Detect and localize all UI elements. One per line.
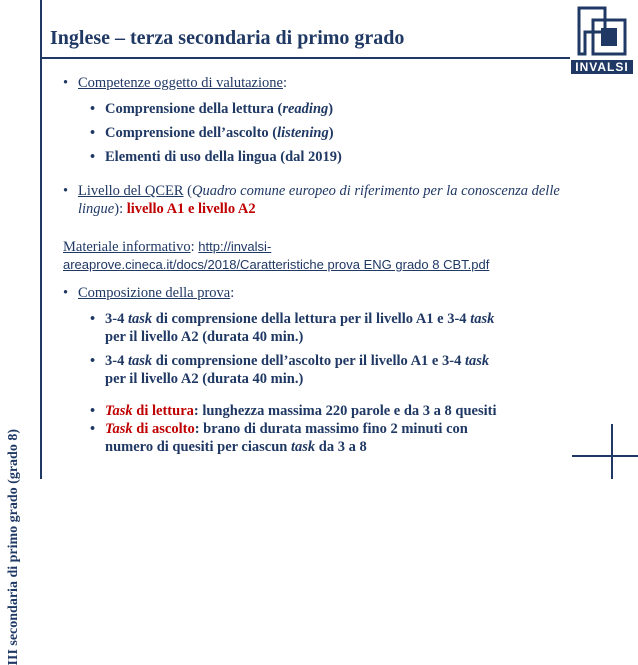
list-item: • Task di lettura: lunghezza massima 220 parole e da 3 a 8 quesiti <box>90 402 600 420</box>
materiale-link-part2[interactable]: areaprove.cineca.it/docs/2018/Caratteristiche prova ENG grado 8 CBT.pdf <box>63 257 490 272</box>
list-item: • 3-4 task di comprensione della lettura per il livello A1 e 3-4 task per il livello A2 (durata 40 min.) <box>90 310 600 346</box>
list-item: • 3-4 task di comprensione dell’ascolto per il livello A1 e 3-4 task per il livello A2 (durata 40 min.) <box>90 352 600 388</box>
list-item: • Comprensione della lettura (reading) <box>90 100 342 118</box>
vertical-section-title: III secondaria di primo grado (grado 8) <box>6 429 21 665</box>
qcer-label: Livello del QCER <box>78 183 184 199</box>
competenze-section: • Competenze oggetto di valutazione: <box>63 74 287 92</box>
logo-text: INVALSI <box>571 60 633 74</box>
list-item: • Comprensione dell’ascolto (listening) <box>90 124 342 142</box>
materiale-label: Materiale informativo <box>63 239 191 255</box>
competenze-list <box>90 100 342 166</box>
left-vertical-rule <box>40 0 42 479</box>
composizione-list <box>90 310 600 388</box>
qcer-levels: livello A1 e livello A2 <box>126 201 256 217</box>
title-underline-rule <box>42 57 570 59</box>
competenze-label: Competenze oggetto di valutazione <box>78 75 283 91</box>
materiale-section: Materiale informativo: http://invalsi- areaprove.cineca.it/docs/2018/Caratteristiche prova ENG grado 8 CBT.pdf <box>63 239 490 272</box>
composizione-section: • Composizione della prova: <box>63 284 234 302</box>
notes-list <box>90 402 600 456</box>
list-item: • Task di ascolto: brano di durata massimo fino 2 minuti con numero di quesiti per ciascun task da 3 a 8 <box>90 420 600 456</box>
composizione-label: Composizione della prova <box>78 285 231 301</box>
qcer-description: Quadro comune europeo di riferimento per la conoscenza delle lingue <box>78 183 560 217</box>
logo-graphic-icon <box>571 2 633 60</box>
materiale-link-part1[interactable]: http://invalsi- <box>198 239 272 254</box>
list-item: • Elementi di uso della lingua (dal 2019) <box>90 148 342 166</box>
page-title: Inglese – terza secondaria di primo grado <box>50 27 405 49</box>
right-vertical-rule <box>611 424 613 479</box>
qcer-section: • Livello del QCER (Quadro comune europeo di riferimento per la conoscenza delle lingue): livello A1 e livello A2 <box>63 182 593 218</box>
invalsi-logo <box>571 2 633 74</box>
